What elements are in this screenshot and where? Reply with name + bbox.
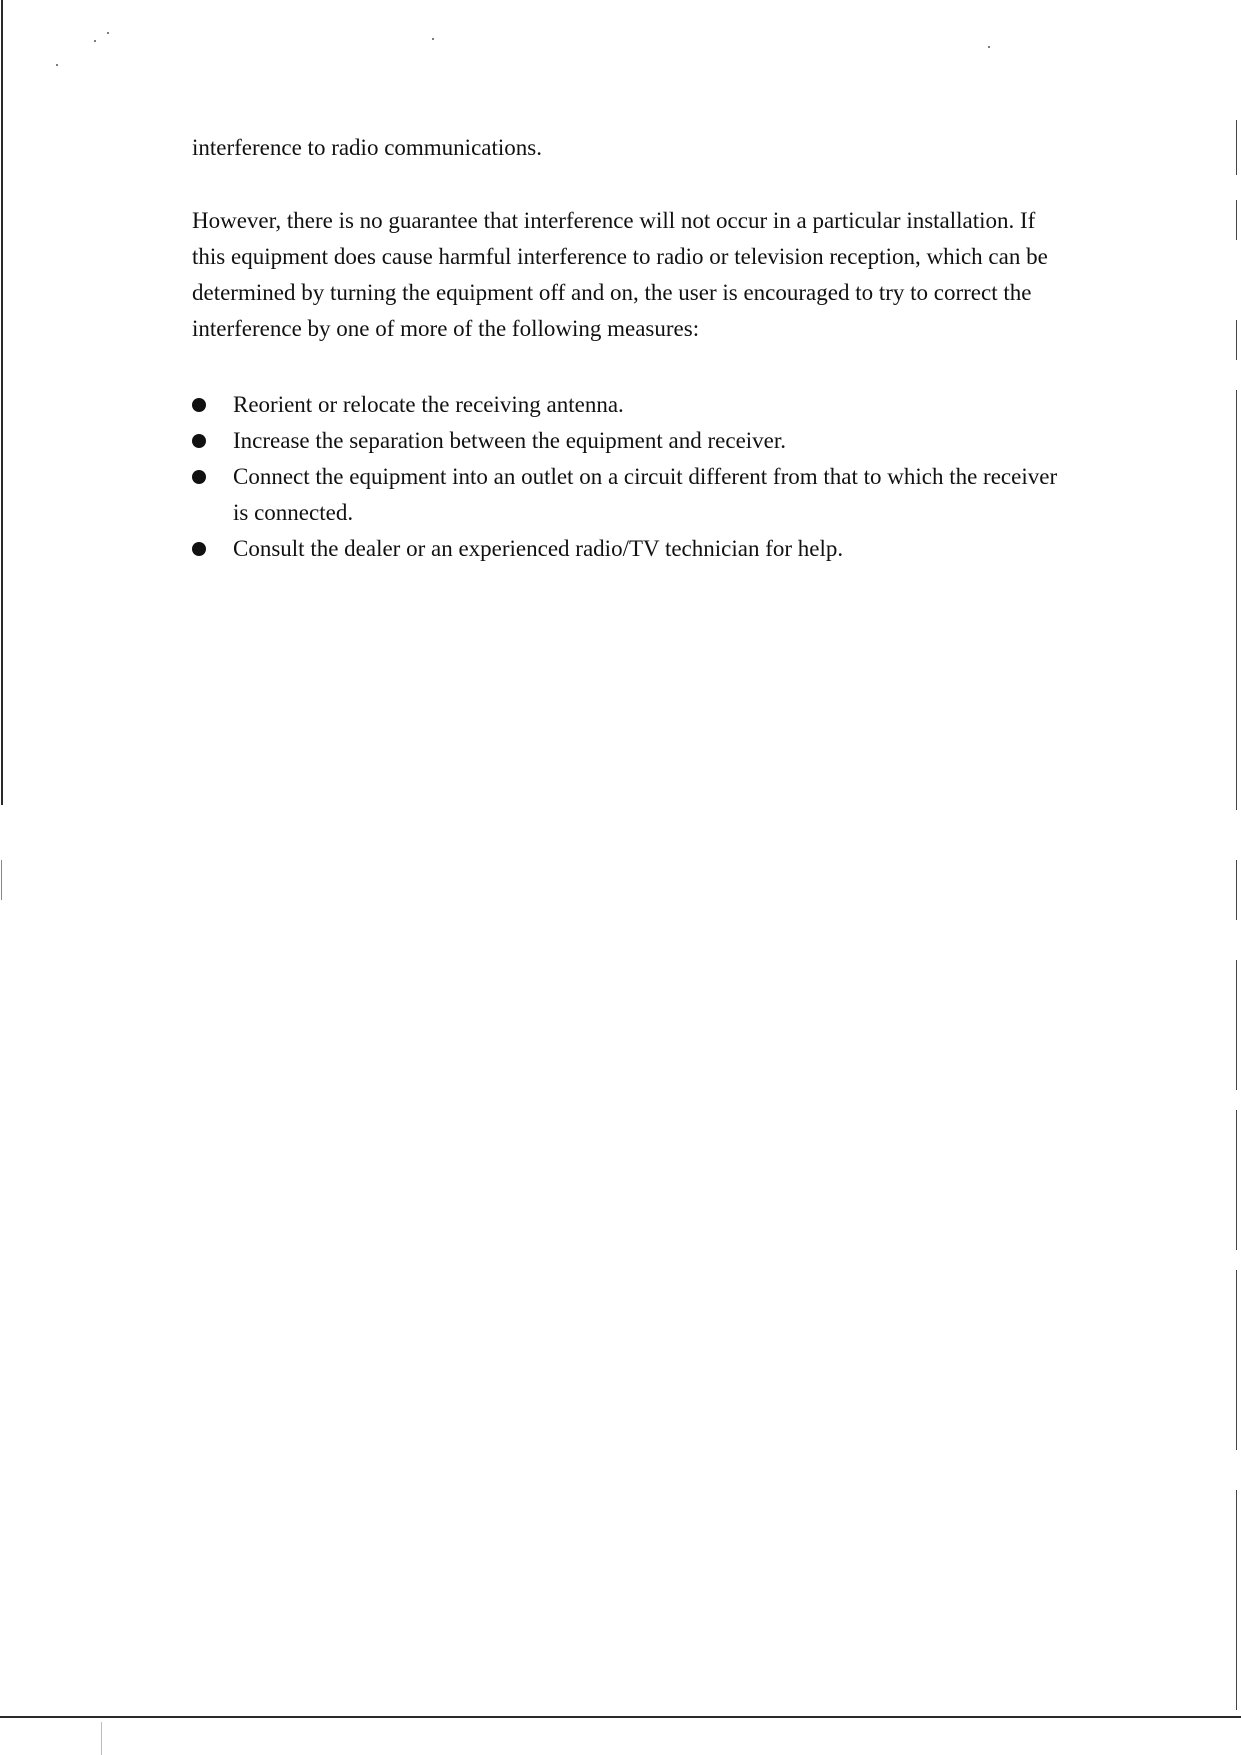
- bullet-icon: [192, 434, 206, 448]
- bullet-icon: [192, 542, 206, 556]
- scan-edge-bottom: [0, 1716, 1241, 1718]
- scan-edge-left: [1, 0, 3, 805]
- document-body: [192, 130, 1072, 567]
- scan-edge-right-5: [1236, 860, 1237, 920]
- scan-edge-left-mark: [1, 860, 2, 900]
- bullet-icon: [192, 398, 206, 412]
- list-item-text: Increase the separation between the equipment and receiver.: [233, 428, 787, 453]
- list-item-text: Reorient or relocate the receiving antenna.: [233, 392, 624, 417]
- scan-edge-right-7: [1236, 1110, 1237, 1250]
- scan-edge-right-3: [1236, 320, 1237, 360]
- scan-speck: [56, 64, 58, 66]
- scan-edge-right-1: [1236, 120, 1237, 175]
- scan-edge-right-2: [1236, 200, 1237, 240]
- continued-text: interference to radio communications.: [192, 135, 542, 160]
- list-item: [192, 423, 1072, 459]
- scan-edge-right-9: [1236, 1490, 1237, 1710]
- paragraph-guarantee: However, there is no guarantee that interference will not occur in a particular installation. If this equipment does cause harmful interference to radio or television reception, which can be determined by turning the equipment off and on, the user is encouraged to try to correct the interference by one of more of the following measures:: [192, 208, 1048, 341]
- scan-edge-right-4: [1236, 390, 1237, 810]
- measures-list: [192, 387, 1072, 567]
- list-item: [192, 459, 1072, 531]
- scan-speck: [988, 46, 990, 48]
- list-item-text: Connect the equipment into an outlet on a circuit different from that to which the receiver is connected.: [233, 464, 1058, 525]
- list-item: [192, 387, 1072, 423]
- scan-speck: [107, 32, 109, 34]
- bullet-icon: [192, 470, 206, 484]
- scan-speck: [432, 38, 434, 40]
- scan-edge-right-6: [1236, 960, 1237, 1090]
- scan-speck: [94, 40, 96, 42]
- scan-edge-right-8: [1236, 1270, 1237, 1450]
- scan-edge-bottom-mark: [101, 1722, 102, 1755]
- list-item: [192, 531, 1072, 567]
- list-item-text: Consult the dealer or an experienced radio/TV technician for help.: [233, 536, 844, 561]
